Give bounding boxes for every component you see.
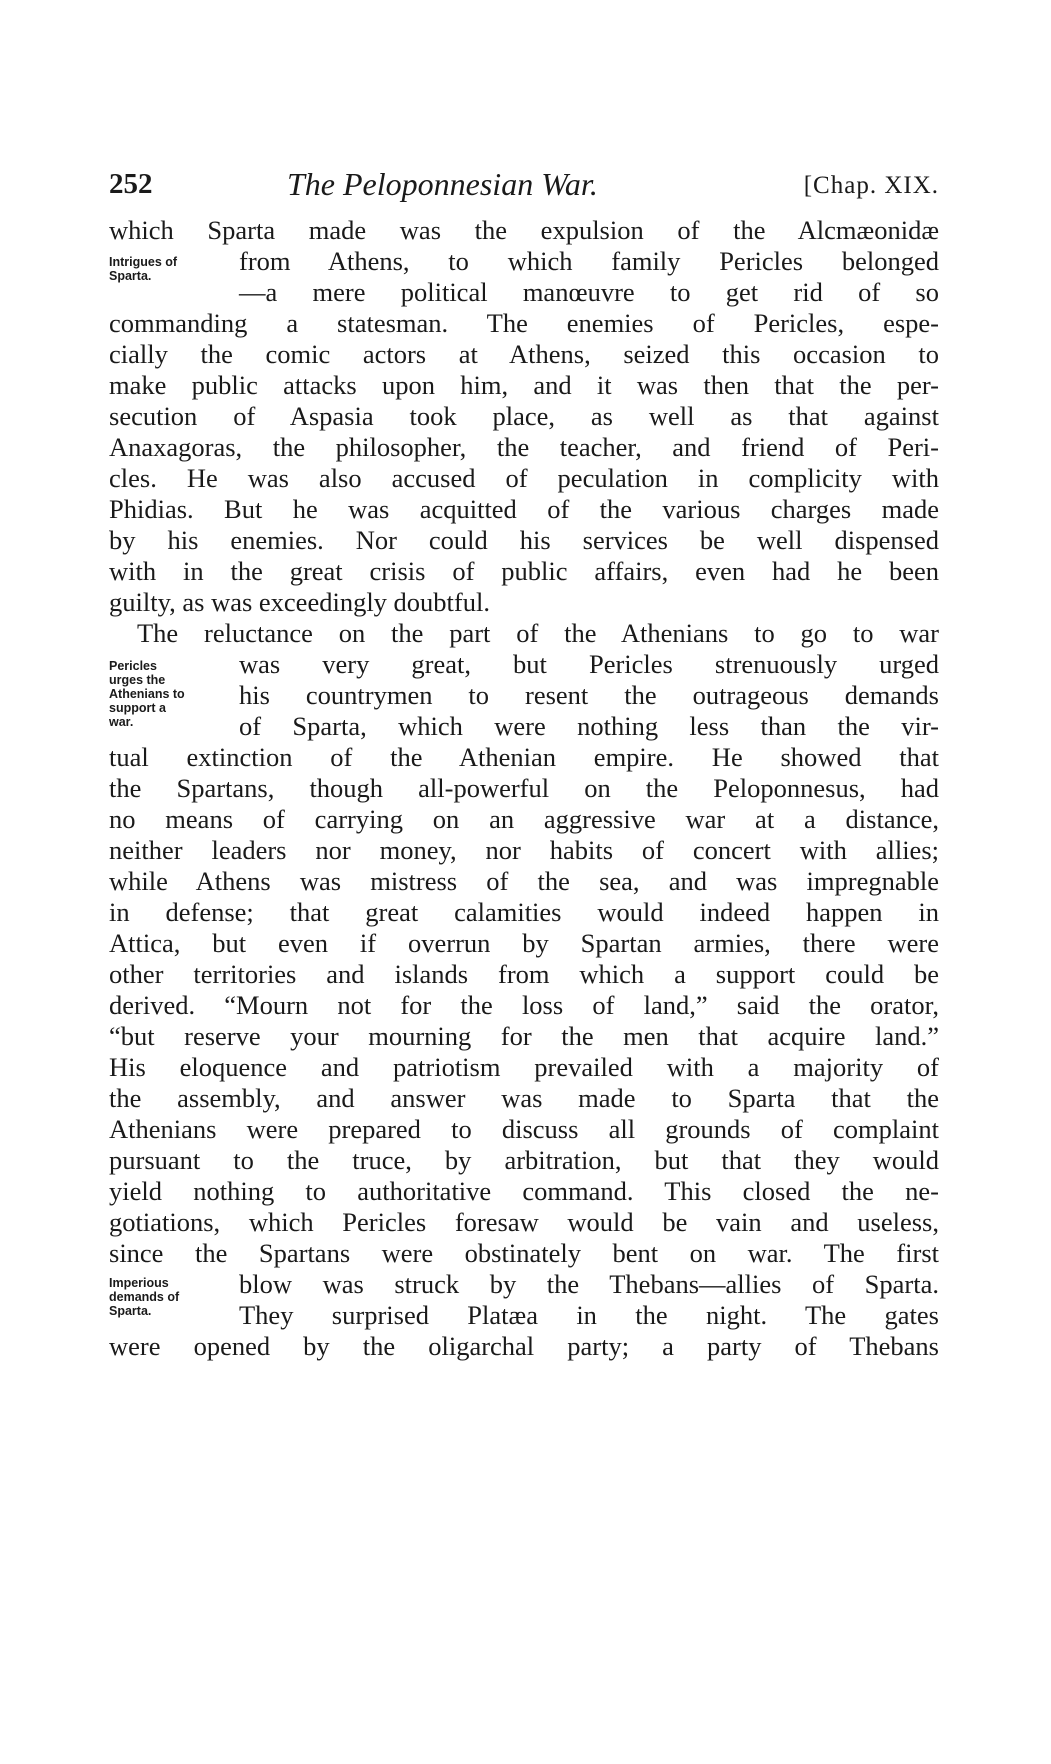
text-line: in defense; that great calamities would indeed happen in bbox=[109, 897, 939, 927]
text-line: the assembly, and answer was made to Sparta that the bbox=[109, 1083, 939, 1113]
text-line: —a mere political manœuvre to get rid of so bbox=[239, 277, 939, 307]
text-line: no means of carrying on an aggressive war at a distance, bbox=[109, 804, 939, 834]
text-line: was very great, but Pericles strenuously urged bbox=[239, 649, 939, 679]
sidenote-line: Pericles bbox=[109, 659, 157, 673]
text-line: derived. “Mourn not for the loss of land,” said the orator, bbox=[109, 990, 939, 1020]
text-line: cles. He was also accused of peculation in complicity with bbox=[109, 463, 939, 493]
sidenote-line: Athenians to bbox=[109, 687, 185, 701]
text-line: The reluctance on the part of the Athenians to go to war bbox=[137, 618, 939, 648]
text-line: pursuant to the truce, by arbitration, but that they would bbox=[109, 1145, 939, 1175]
text-line: tual extinction of the Athenian empire. He showed that bbox=[109, 742, 939, 772]
text-line: blow was struck by the Thebans—allies of Sparta. bbox=[239, 1269, 939, 1299]
text-line: the Spartans, though all-powerful on the Peloponnesus, had bbox=[109, 773, 939, 803]
sidenote-line: Sparta. bbox=[109, 269, 152, 283]
text-line: his countrymen to resent the outrageous demands bbox=[239, 680, 939, 710]
text-line: secution of Aspasia took place, as well as that against bbox=[109, 401, 939, 431]
sidenote-line: war. bbox=[109, 715, 134, 729]
sidenote-intrigues-of-sparta bbox=[109, 255, 229, 283]
text-line: Attica, but even if overrun by Spartan armies, there were bbox=[109, 928, 939, 958]
sidenote-imperious-demands bbox=[109, 1276, 229, 1318]
text-line: with in the great crisis of public affairs, even had he been bbox=[109, 556, 939, 586]
sidenote-line: support a bbox=[109, 701, 166, 715]
running-title: The Peloponnesian War. bbox=[287, 166, 598, 202]
sidenote-line: demands of bbox=[109, 1290, 180, 1304]
text-line: “but reserve your mourning for the men that acquire land.” bbox=[109, 1021, 939, 1051]
sidenote-line: Imperious bbox=[109, 1276, 169, 1290]
page-number: 252 bbox=[109, 168, 153, 200]
text-line: neither leaders nor money, nor habits of concert with allies; bbox=[109, 835, 939, 865]
text-line: gotiations, which Pericles foresaw would be vain and useless, bbox=[109, 1207, 939, 1237]
text-line: since the Spartans were obstinately bent on war. The first bbox=[109, 1238, 939, 1268]
text-line: His eloquence and patriotism prevailed with a majority of bbox=[109, 1052, 939, 1082]
text-line: Anaxagoras, the philosopher, the teacher, and friend of Peri- bbox=[109, 432, 939, 462]
sidenote-pericles-urges-war bbox=[109, 659, 229, 729]
text-line: from Athens, to which family Pericles belonged bbox=[239, 246, 939, 276]
chapter-label: [Chap. XIX. bbox=[803, 172, 939, 199]
text-line: make public attacks upon him, and it was then that the per- bbox=[109, 370, 939, 400]
text-line: other territories and islands from which a support could be bbox=[109, 959, 939, 989]
text-line: They surprised Platæa in the night. The gates bbox=[239, 1300, 939, 1330]
text-line: Phidias. But he was acquitted of the various charges made bbox=[109, 494, 939, 524]
text-line: yield nothing to authoritative command. This closed the ne- bbox=[109, 1176, 939, 1206]
text-line: guilty, as was exceedingly doubtful. bbox=[109, 587, 490, 617]
text-line: by his enemies. Nor could his services be well dispensed bbox=[109, 525, 939, 555]
text-line: which Sparta made was the expulsion of the Alcmæonidæ bbox=[109, 215, 939, 245]
sidenote-line: Sparta. bbox=[109, 1304, 152, 1318]
text-line: of Sparta, which were nothing less than the vir- bbox=[239, 711, 939, 741]
text-line: commanding a statesman. The enemies of Pericles, espe- bbox=[109, 308, 939, 338]
text-line: Athenians were prepared to discuss all grounds of complaint bbox=[109, 1114, 939, 1144]
text-line: were opened by the oligarchal party; a party of Thebans bbox=[109, 1331, 939, 1361]
page-header bbox=[109, 168, 939, 218]
text-line: cially the comic actors at Athens, seized this occasion to bbox=[109, 339, 939, 369]
sidenote-line: Intrigues of bbox=[109, 255, 178, 269]
text-line: while Athens was mistress of the sea, and was impregnable bbox=[109, 866, 939, 896]
sidenote-line: urges the bbox=[109, 673, 166, 687]
